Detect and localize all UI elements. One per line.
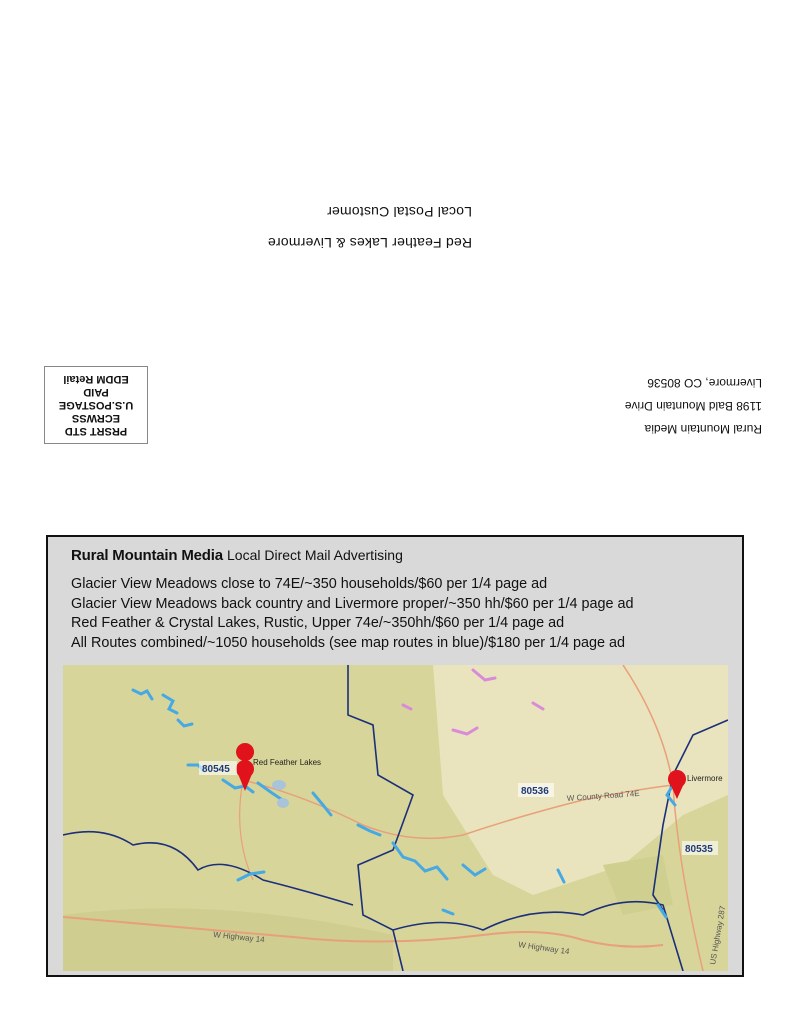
ad-heading: [71, 547, 403, 564]
ad-brand: Rural Mountain Media: [71, 547, 223, 564]
permit-line-3: U.S.POSTAGE: [58, 399, 134, 411]
rate-line: All Routes combined/~1050 households (see map routes in blue)/$180 per 1/4 page ad: [71, 634, 626, 651]
road-label-hwy14-east: W Highway 14: [517, 940, 571, 957]
road-label-74e: W County Road 74E: [566, 788, 640, 803]
recipient-line-2: Local Postal Customer: [326, 204, 472, 220]
postage-permit-box: [44, 366, 148, 444]
permit-line-2: ECRWSS: [71, 412, 121, 424]
route-map-svg: [63, 665, 728, 971]
permit-line-4: PAID: [83, 386, 109, 398]
road-label-hwy14-west: W Highway 14: [212, 930, 266, 945]
town-label-red-feather: Red Feather Lakes: [253, 758, 322, 767]
route-map: [63, 665, 728, 971]
lake: [277, 798, 289, 808]
rate-line: Glacier View Meadows close to 74E/~350 households/$60 per 1/4 page ad: [71, 576, 548, 592]
recipient-block: [222, 198, 472, 258]
ad-tagline: Local Direct Mail Advertising: [227, 547, 403, 563]
permit-line-5: EDDM Retail: [63, 373, 129, 385]
lake: [272, 780, 286, 790]
return-address: [582, 370, 762, 440]
rate-list: [71, 575, 634, 653]
town-label-livermore: Livermore: [687, 774, 723, 783]
recipient-line-1: Red Feather Lakes & Livermore: [267, 235, 472, 251]
sender-name: Rural Mountain Media: [644, 422, 762, 436]
zip-label-80535: 80535: [685, 844, 713, 855]
road-label-287: US Highway 287: [708, 905, 728, 966]
permit-line-1: PRSRT STD: [64, 425, 128, 437]
ad-panel: [46, 535, 744, 977]
rate-line: Red Feather & Crystal Lakes, Rustic, Upper 74e/~350hh/$60 per 1/4 page ad: [71, 615, 565, 631]
zip-label-80536: 80536: [521, 786, 549, 797]
sender-city: Livermore, CO 80536: [647, 376, 762, 390]
zip-label-80545: 80545: [202, 764, 230, 775]
sender-street: 1198 Bald Mountain Drive: [624, 399, 762, 413]
rate-line: Glacier View Meadows back country and Livermore proper/~350 hh/$60 per 1/4 page ad: [71, 595, 634, 612]
